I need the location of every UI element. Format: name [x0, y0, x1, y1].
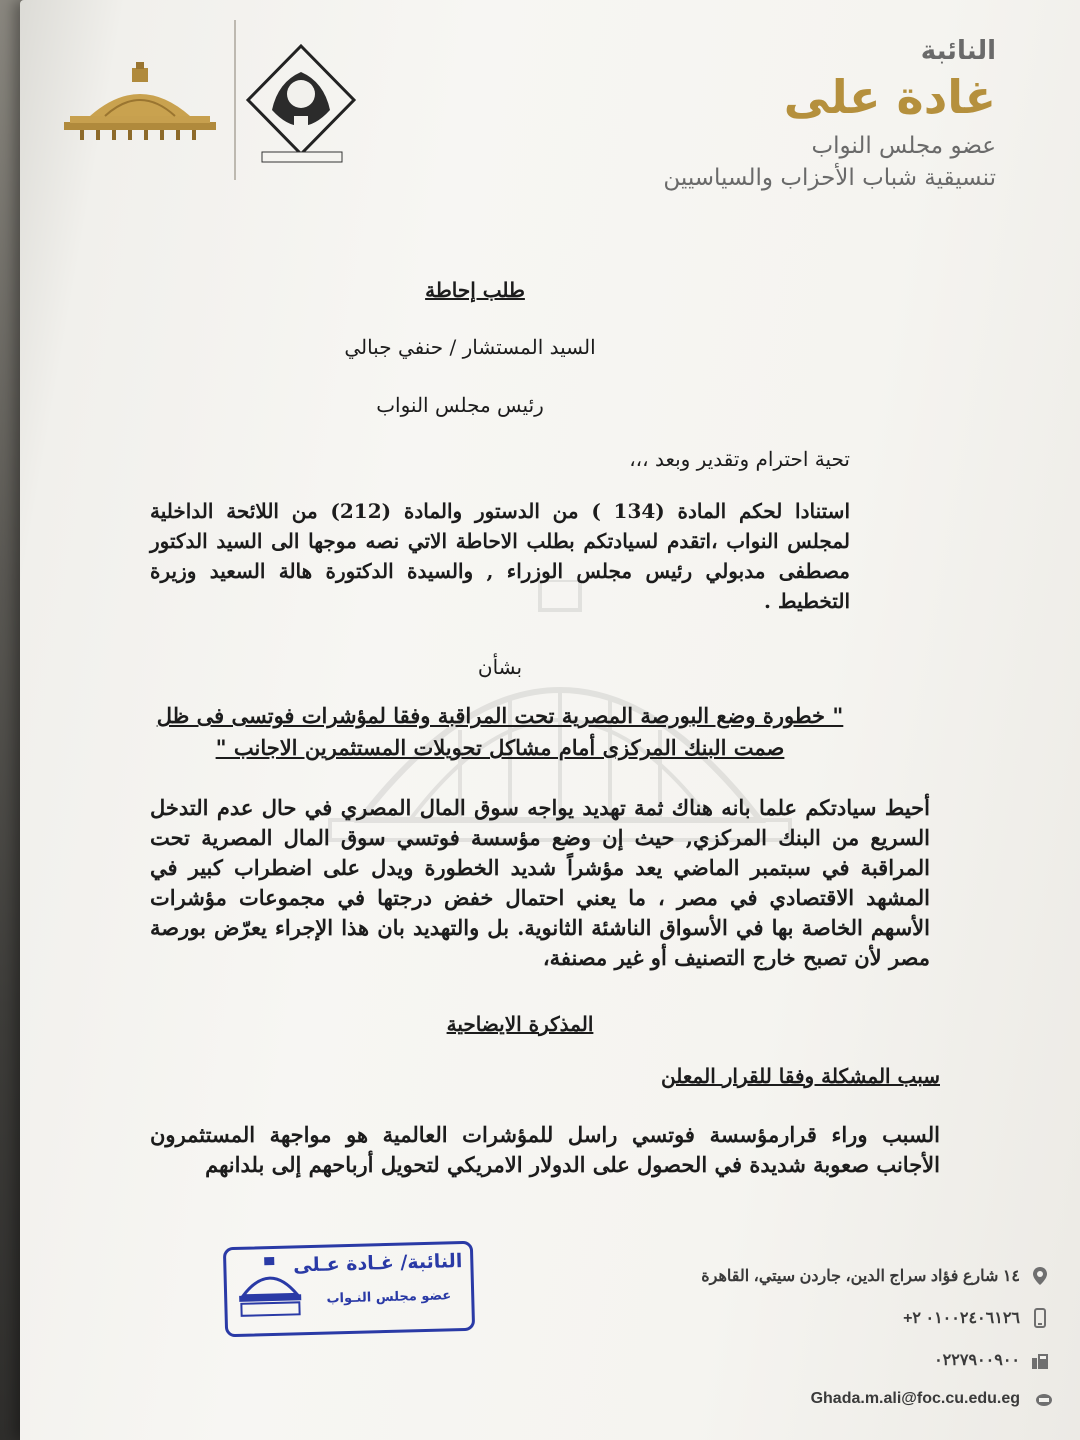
parliament-dome-logo — [60, 62, 220, 142]
office-phone-icon — [1030, 1350, 1050, 1370]
contact-phone — [934, 1350, 1020, 1370]
addressee-title: رئيس مجلس النواب — [376, 393, 544, 417]
address-text: ١٤ شارع فؤاد سراج الدين، جاردن سيتي، القاهرة — [701, 1268, 1020, 1285]
memo-heading: المذكرة الايضاحية — [446, 1012, 594, 1036]
header-divider — [234, 20, 236, 180]
mp-role-parliament: عضو مجلس النواب — [811, 133, 996, 159]
mp-header — [663, 36, 996, 194]
contact-address — [701, 1266, 1020, 1286]
mp-role-coordination: تنسيقية شباب الأحزاب والسياسيين — [663, 165, 996, 191]
official-stamp — [223, 1241, 475, 1338]
cause-heading: سبب المشكلة وفقا للقرار المعلن — [661, 1064, 940, 1088]
email-icon — [1034, 1390, 1054, 1410]
location-pin-icon — [1030, 1266, 1050, 1286]
cause-paragraph: السبب وراء قرارمؤسسة فوتسي راسل للمؤشرات العالمية هو مواجهة المستثمرون الأجانب صعوبة شديدة في الحصول على الدولار الامريكي لتحويل أرباحهم إلى بلدانهم — [150, 1122, 940, 1177]
stamp-dome-icon — [234, 1254, 306, 1318]
contact-email — [811, 1390, 1020, 1408]
stamp-name: النائبة/ غـادة عـلى — [292, 1250, 463, 1277]
request-type-heading: طلب إحاطة — [425, 278, 525, 302]
mobile-phone-icon — [1030, 1308, 1050, 1328]
phone-text: ٠٢٢٧٩٠٠٩٠٠ — [934, 1352, 1020, 1369]
email-text[interactable]: Ghada.m.ali@foc.cu.edu.eg — [810, 1390, 1020, 1407]
intro-paragraph: استنادا لحكم المادة (134 ) من الدستور والمادة (212) من اللائحة الداخلية لمجلس النواب ،اتقدم لسيادتكم بطلب الاحاطة الاتي نصه موجها الى السيد الدكتور مصطفى مدبولي رئيس مجلس الوزراء , والسيدة الدكتورة هالة السعيد وزيرة التخطيط . — [150, 499, 851, 613]
addressee: السيد المستشار / حنفي جبالي — [344, 335, 596, 359]
mp-title: النائبة — [920, 36, 996, 66]
regarding-label: بشأن — [477, 655, 523, 679]
body-paragraph: أحيط سيادتكم علما بانه هناك ثمة تهديد يواجه سوق المال المصري في حال عدم التدخل السريع من البنك المركزي, حيث إن وضع مؤسسة فوتسي سوق المال المصرية تحت المراقبة في سبتمبر الماضي يعد مؤشراً شديد الخطورة ويدل على اضطراب كبير في المشهد الاقتصادي في مصر ، ما يعني احتمال خفض درجتها في مجموعات مؤشرات الأسهم الخاصة بها في الأسواق الناشئة الثانوية. بل والتهديد بان هذا الإجراء يعرّض بورصة مصر لأن تصبح خارج التصنيف أو غير مصنفة، — [150, 795, 930, 970]
greeting: تحية احترام وتقدير وبعد ،،، — [629, 447, 850, 471]
coordination-logo — [244, 42, 359, 167]
stamp-role: عضو مجلس النـواب — [326, 1288, 452, 1307]
subject-heading: " خطورة وضع البورصة المصرية تحت المراقبة وفقا لمؤشرات فوتسى فى ظل صمت البنك المركزى أمام مشاكل تحويلات المستثمرين الاجانب " — [156, 703, 844, 760]
mobile-text: ٠١٠٠٢٤٠٦١٢٦ ٢+ — [903, 1310, 1020, 1327]
mp-name: غادة على — [783, 70, 996, 124]
contact-mobile — [903, 1308, 1020, 1328]
